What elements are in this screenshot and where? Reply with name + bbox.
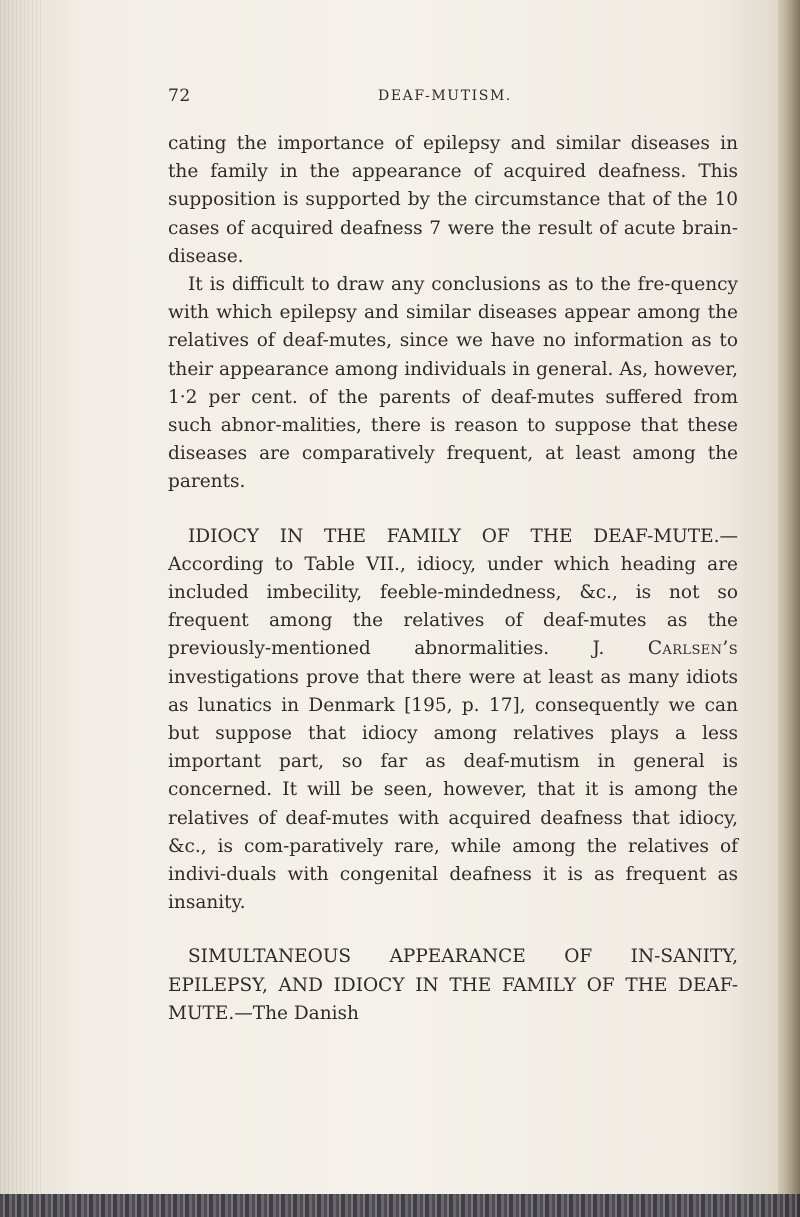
author-name-carlsen: Carlsen’s	[647, 638, 738, 660]
section-heading-idiocy: IDIOCY IN THE FAMILY OF THE DEAF-MUTE.	[188, 525, 720, 547]
body-text	[168, 130, 738, 1028]
section-text-idiocy-a: —According to Table VII., idiocy, under which heading are included imbecility, feeble-mindedness, &c., is not so frequent among the relatives of deaf-mutes as the previously-mentioned abnormalities. J.	[168, 525, 738, 660]
section-simultaneous	[168, 943, 738, 1028]
page-header	[168, 86, 728, 114]
section-text-idiocy-b: investigations prove that there were at least as many idiots as lunatics in Denmark [195, p. 17], consequently we can but suppose that idiocy among relatives plays a less important part, so far as deaf-mutism in general is concerned. It will be seen, however, that it is among the relatives of deaf-mutes with acquired deafness that idiocy, &c., is com-paratively rare, while among the relatives of indivi-duals with congenital deafness it is as frequent as insanity.	[168, 666, 738, 914]
paragraph-continuation: cating the importance of epilepsy and similar diseases in the family in the appearance of acquired deafness. This supposition is supported by the circumstance that of the 10 cases of acquired deafness 7 were the result of acute brain-disease.	[168, 133, 738, 267]
running-head: DEAF-MUTISM.	[378, 88, 512, 104]
section-text-simultaneous: —The Danish	[234, 1002, 359, 1024]
page-edge-shadow	[778, 0, 800, 1217]
scan-bottom-edge	[0, 1194, 800, 1217]
book-gutter	[0, 0, 42, 1217]
section-idiocy	[168, 523, 738, 918]
paragraph-frequency: It is difficult to draw any conclusions as to the fre-quency with which epilepsy and similar diseases appear among the relatives of deaf-mutes, since we have no information as to their appearance among individuals in general. As, however, 1·2 per cent. of the parents of deaf-mutes suffered from such abnor-malities, there is reason to suppose that these diseases are comparatively frequent, at least among the parents.	[168, 274, 738, 493]
page-number: 72	[168, 86, 191, 106]
section-heading-simultaneous: SIMULTANEOUS APPEARANCE OF IN-SANITY, EPILEPSY, AND IDIOCY IN THE FAMILY OF THE DEAF-MUTE.	[168, 946, 738, 1024]
